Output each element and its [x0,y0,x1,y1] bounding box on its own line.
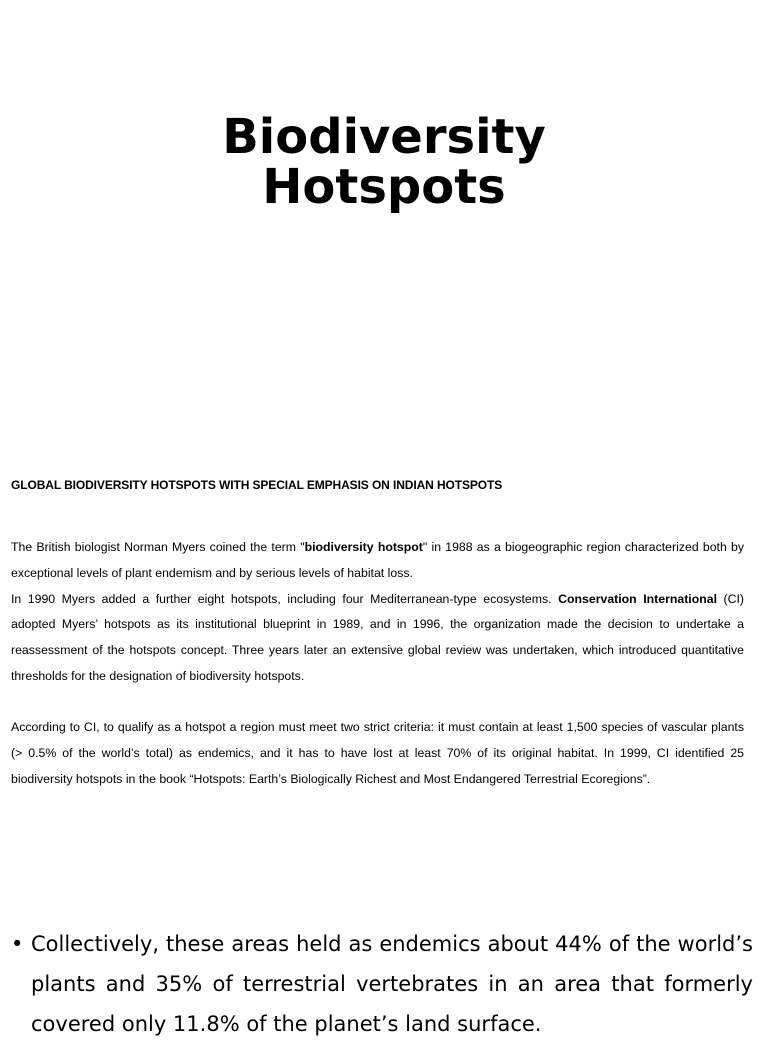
term-conservation-international: Conservation International [558,591,717,606]
intro-paragraph [11,535,744,690]
bullet-item [11,924,753,1044]
section-heading: GLOBAL BIODIVERSITY HOTSPOTS WITH SPECIAL EMPHASIS ON INDIAN HOTSPOTS [11,478,503,492]
title-line-2: Hotspots [262,159,506,215]
page-title [0,109,768,215]
bullet-text: Collectively, these areas held as endemics about 44% of the world’s plants and 35% of terrestrial vertebrates in an area that formerly covered only 11.8% of the planet’s land surface. [31,932,753,1036]
intro-text-3: In 1990 Myers added a further eight hotspots, including four Mediterranean-type ecosystems. [11,591,559,606]
criteria-paragraph: According to CI, to qualify as a hotspot a region must meet two strict criteria: it must contain at least 1,500 species of vascular plants (> 0.5% of the world’s total) as endemics, and it has to have lost at least 70% of its original habitat. In 1999, CI identified 25 biodiversity hotspots in the book “Hotspots: Earth’s Biologically Richest and Most Endangered Terrestrial Ecoregions”. [11,720,744,786]
intro-text-2: " in 1988 as a biogeographic region characterized both by exceptional levels of plant endemism and by serious levels of habitat loss. [11,540,744,580]
bullet-marker: • [11,932,24,956]
term-biodiversity-hotspot: biodiversity hotspot [304,540,423,554]
intro-text-4: (CI) adopted Myers’ hotspots as its institutional blueprint in 1989, and in 1996, the organization made the decision to undertake a reassessment of the hotspots concept. Three years later an extensive global review was undertaken, which introduced quantitative thresholds for the designation of biodiversity hotspots. [11,591,745,683]
intro-text-1: The British biologist Norman Myers coined the term " [11,540,305,554]
title-line-1: Biodiversity [222,109,546,165]
